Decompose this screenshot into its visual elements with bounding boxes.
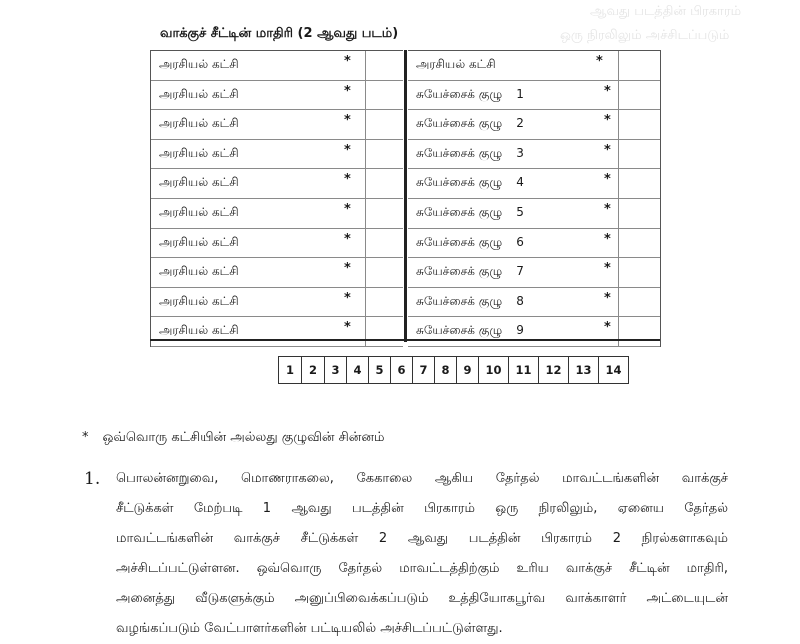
paragraph-line: மாவட்டங்களின் வாக்குச் சீட்டுக்கள் 2 ஆவது படத்தின் பிரகாரம் 2 நிரல்களாகவும் (116, 531, 728, 546)
row-label-text: அரசியல் கட்சி (159, 116, 239, 131)
ballot-bottom-rule (150, 339, 660, 341)
row-label-text: சுயேச்சைக் குழு (416, 323, 503, 338)
cell-separator (618, 258, 619, 287)
cell-separator (365, 51, 366, 80)
ballot-sample (150, 50, 660, 340)
row-label-text: சுயேச்சைக் குழு (416, 145, 503, 160)
ballot-right-column (408, 50, 661, 347)
ballot-row (151, 288, 403, 318)
party-label (159, 235, 239, 251)
paragraph-line: பொலன்னறுவை, மொணராகலை, கேகாலை ஆகிய தேர்தல் மாவட்டங்களின் வாக்குச் (116, 471, 728, 486)
show-through-text: ஆவது படத்தின் பிரகாரம் (590, 4, 742, 19)
ballot-row (151, 199, 403, 229)
row-label-text: சுயேச்சைக் குழு (416, 234, 503, 249)
cell-separator (618, 317, 619, 346)
ballot-row (408, 51, 660, 81)
cell-separator (365, 199, 366, 228)
row-label-text: அரசியல் கட்சி (159, 145, 239, 160)
footnote-text: ஒவ்வொரு கட்சியின் அல்லது குழுவின் சின்னம் (102, 430, 385, 445)
row-label-text: அரசியல் கட்சி (159, 204, 239, 219)
group-label (416, 87, 524, 103)
cell-separator (618, 288, 619, 317)
ballot-row (408, 288, 660, 318)
preference-number-cell: 10 (479, 357, 509, 383)
ballot-row (408, 110, 660, 140)
symbol-placeholder: * (344, 142, 351, 158)
paragraph-line: சீட்டுக்கள் மேற்படி 1 ஆவது படத்தின் பிரகாரம் ஒரு நிரலிலும், ஏனைய தேர்தல் (116, 501, 728, 516)
row-label-text: அரசியல் கட்சி (159, 57, 239, 71)
party-label (159, 205, 239, 221)
symbol-placeholder: * (604, 320, 611, 336)
ballot-row (408, 140, 660, 170)
symbol-placeholder: * (344, 201, 351, 217)
group-number: 1 (516, 86, 524, 101)
preference-number-cell: 4 (347, 357, 369, 383)
cell-separator (618, 81, 619, 110)
row-label-text: அரசியல் கட்சி (159, 86, 239, 101)
row-label-text: அரசியல் கட்சி (159, 234, 239, 249)
group-label (416, 146, 524, 162)
row-label-text: அரசியல் கட்சி (159, 264, 239, 279)
group-label (416, 175, 524, 191)
preference-number-cell: 5 (369, 357, 391, 383)
preference-number-cell: 9 (457, 357, 479, 383)
preference-number-cell: 1 (279, 357, 302, 383)
party-label (159, 323, 239, 339)
symbol-placeholder: * (604, 261, 611, 277)
row-label-text: சுயேச்சைக் குழு (416, 293, 503, 308)
symbol-placeholder: * (604, 290, 611, 306)
symbol-placeholder: * (596, 54, 603, 69)
symbol-footnote (82, 430, 384, 446)
cell-separator (618, 140, 619, 169)
group-label (416, 235, 524, 251)
symbol-placeholder: * (344, 83, 351, 99)
ballot-left-column (150, 50, 403, 347)
preference-number-cell: 8 (435, 357, 457, 383)
ballot-row (151, 51, 403, 81)
group-number: 5 (516, 204, 524, 219)
cell-separator (365, 140, 366, 169)
party-label (159, 57, 239, 73)
ballot-row (408, 169, 660, 199)
ballot-row (408, 199, 660, 229)
preference-number-cell: 3 (325, 357, 347, 383)
symbol-placeholder: * (344, 113, 351, 129)
symbol-placeholder: * (604, 83, 611, 99)
row-label-text: சுயேச்சைக் குழு (416, 116, 503, 131)
cell-separator (365, 317, 366, 346)
row-label-text: அரசியல் கட்சி (159, 323, 239, 338)
group-number: 3 (516, 145, 524, 160)
symbol-placeholder: * (604, 172, 611, 188)
ballot-row (151, 229, 403, 259)
paragraph-line: வழங்கப்படும் வேட்பாளர்களின் பட்டியலில் அச்சிடப்பட்டுள்ளது. (116, 621, 503, 636)
cell-separator (618, 229, 619, 258)
preference-number-cell: 6 (391, 357, 413, 383)
group-number: 2 (516, 116, 524, 131)
group-label (416, 205, 524, 221)
group-label (416, 116, 524, 132)
group-number: 6 (516, 234, 524, 249)
symbol-placeholder: * (344, 54, 351, 69)
cell-separator (365, 110, 366, 139)
symbol-placeholder: * (344, 320, 351, 336)
row-label-text: சுயேச்சைக் குழு (416, 204, 503, 219)
group-number: 8 (516, 293, 524, 308)
ballot-row (151, 258, 403, 288)
symbol-placeholder: * (344, 290, 351, 306)
preference-number-strip (278, 356, 629, 384)
symbol-placeholder: * (604, 113, 611, 129)
symbol-placeholder: * (344, 261, 351, 277)
ballot-row (151, 110, 403, 140)
cell-separator (365, 169, 366, 198)
ballot-row (408, 229, 660, 259)
party-label (159, 87, 239, 103)
preference-number-cell: 14 (605, 363, 622, 377)
group-label (416, 323, 524, 339)
cell-separator (618, 51, 619, 80)
cell-separator (365, 81, 366, 110)
party-label (159, 116, 239, 132)
party-label (159, 146, 239, 162)
paragraph-number: 1. (84, 469, 101, 489)
preference-number-cell: 11 (509, 357, 539, 383)
ballot-row (408, 317, 660, 347)
paragraph-line: அச்சிடப்பட்டுள்ளன. ஒவ்வொரு தேர்தல் மாவட்டத்திற்கும் உரிய வாக்குச் சீட்டின் மாதிரி, (116, 561, 728, 576)
ballot-row (408, 81, 660, 111)
preference-number-cell: 12 (539, 357, 569, 383)
ballot-row (151, 81, 403, 111)
party-label (159, 175, 239, 191)
cell-separator (365, 258, 366, 287)
symbol-placeholder: * (344, 172, 351, 188)
symbol-placeholder: * (344, 231, 351, 247)
group-number: 9 (516, 323, 524, 338)
paragraph-line: அனைத்து வீடுகளுக்கும் அனுப்பிவைக்கப்படும் உத்தியோகபூர்வ வாக்காளர் அட்டையுடன் (116, 591, 728, 606)
cell-separator (618, 110, 619, 139)
show-through-text: ஒரு நிரலிலும் அச்சிடப்படும் (560, 28, 730, 43)
cell-separator (365, 229, 366, 258)
footnote-mark: * (82, 430, 89, 445)
cell-separator (365, 288, 366, 317)
preference-number-cell: 2 (302, 357, 325, 383)
group-label (416, 264, 524, 280)
explanation-paragraph (84, 464, 728, 644)
symbol-placeholder: * (604, 201, 611, 217)
party-label (159, 264, 239, 280)
row-label-text: சுயேச்சைக் குழு (416, 175, 503, 190)
row-label-text: அரசியல் கட்சி (159, 293, 239, 308)
group-label (416, 294, 524, 310)
group-label (416, 57, 496, 73)
preference-number-cell: 13 (569, 357, 599, 383)
cell-separator (618, 199, 619, 228)
symbol-placeholder: * (604, 231, 611, 247)
cell-separator (618, 169, 619, 198)
ballot-row (151, 317, 403, 347)
column-divider (404, 50, 407, 342)
group-number: 7 (516, 264, 524, 279)
ballot-title: வாக்குச் சீட்டின் மாதிரி (2 ஆவது படம்) (160, 26, 399, 41)
row-label-text: அரசியல் கட்சி (159, 175, 239, 190)
row-label-text: அரசியல் கட்சி (416, 57, 496, 71)
group-number: 4 (516, 175, 524, 190)
row-label-text: சுயேச்சைக் குழு (416, 264, 503, 279)
party-label (159, 294, 239, 310)
ballot-row (151, 140, 403, 170)
ballot-row (408, 258, 660, 288)
row-label-text: சுயேச்சைக் குழு (416, 86, 503, 101)
symbol-placeholder: * (604, 142, 611, 158)
preference-number-cell: 7 (413, 357, 435, 383)
ballot-row (151, 169, 403, 199)
